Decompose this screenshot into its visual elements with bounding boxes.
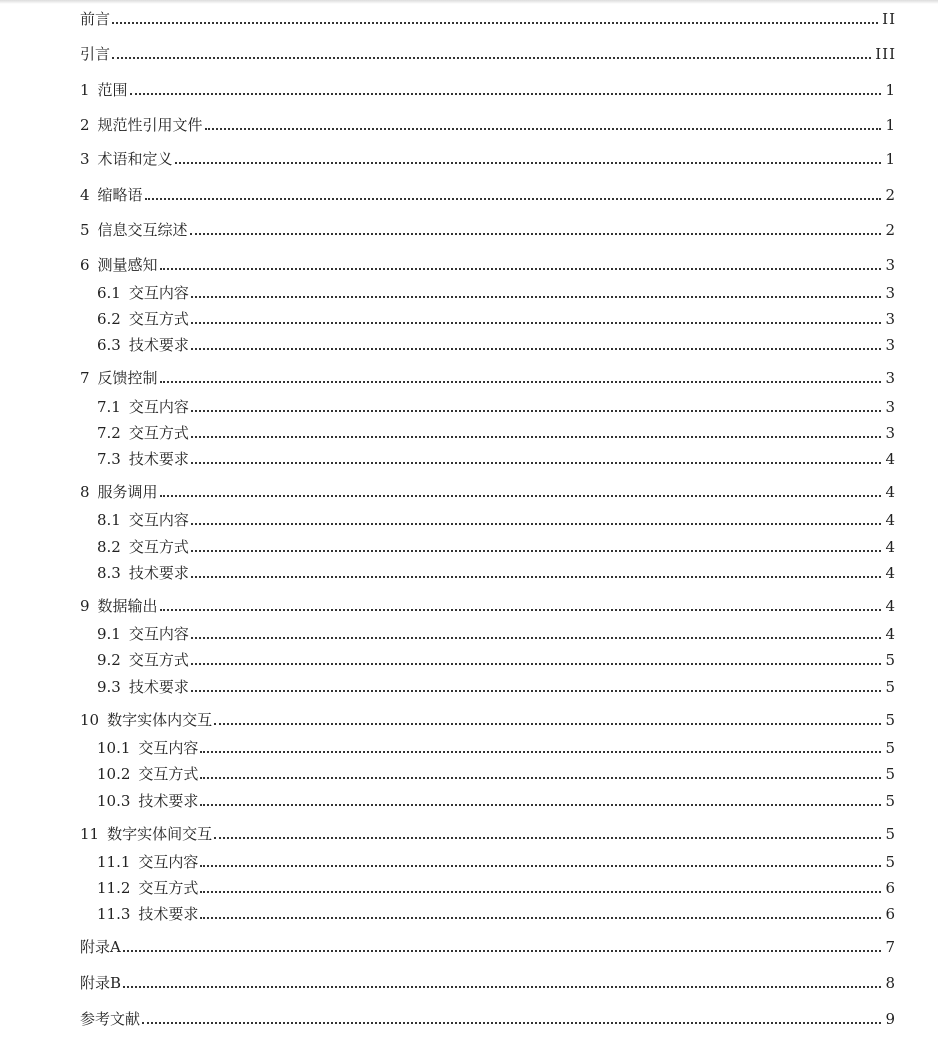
dot-leader	[191, 550, 882, 552]
toc-entry-title: 数字实体间交互	[107, 825, 213, 843]
toc-entry[interactable]	[80, 255, 896, 275]
toc-entry-page-number: III	[875, 45, 896, 63]
toc-entry-title: 测量感知	[97, 256, 158, 274]
toc-entry-number: 11.1	[97, 853, 131, 871]
toc-entry-number: 9	[80, 597, 90, 615]
toc-subentry[interactable]	[97, 510, 896, 530]
dot-leader	[112, 57, 871, 59]
toc-entry-page-number: 4	[885, 625, 896, 643]
dot-leader	[191, 523, 882, 525]
dot-leader	[214, 837, 881, 839]
dot-leader	[175, 162, 882, 164]
dot-leader	[200, 804, 881, 806]
toc-entry-page-number: 3	[885, 398, 896, 416]
toc-entry-page-number: 4	[885, 511, 896, 529]
toc-entry-number: 11.2	[97, 879, 131, 897]
toc-entry-page-number: 2	[885, 186, 896, 204]
toc-entry-title: 技术要求	[128, 336, 189, 354]
toc-entry-page-number: 5	[885, 739, 896, 757]
toc-entry-number: 8	[80, 483, 90, 501]
toc-entry-title: 技术要求	[138, 905, 199, 923]
toc-entry-page-number: 3	[885, 256, 896, 274]
toc-entry-page-number: 6	[885, 879, 896, 897]
toc-entry-page-number: 1	[885, 81, 896, 99]
toc-entry-page-number: 2	[885, 221, 896, 239]
toc-entry-page-number: 4	[885, 564, 896, 582]
dot-leader	[214, 723, 881, 725]
toc-entry-title: 交互内容	[138, 739, 199, 757]
dot-leader	[191, 296, 882, 298]
toc-entry-page-number: 1	[885, 116, 896, 134]
dot-leader	[191, 690, 882, 692]
toc-entry-title: 技术要求	[138, 792, 199, 810]
dot-leader	[200, 917, 881, 919]
dot-leader	[191, 576, 882, 578]
toc-entry-number: 7.3	[97, 450, 121, 468]
toc-subentry[interactable]	[97, 738, 896, 758]
toc-entry-page-number: 5	[885, 825, 896, 843]
toc-subentry[interactable]	[97, 283, 896, 303]
toc-entry-page-number: 5	[885, 765, 896, 783]
dot-leader	[191, 410, 882, 412]
toc-entry-title: 交互内容	[138, 853, 199, 871]
toc-entry-number: 10	[80, 711, 100, 729]
toc-subentry[interactable]	[97, 449, 896, 469]
toc-entry-page-number: 4	[885, 597, 896, 615]
toc-entry-number: 9.2	[97, 651, 121, 669]
toc-entry[interactable]	[80, 115, 896, 135]
toc-entry-number: 7.2	[97, 424, 121, 442]
dot-leader	[191, 436, 882, 438]
dot-leader	[200, 777, 881, 779]
toc-entry[interactable]	[80, 368, 896, 388]
dot-leader	[191, 462, 882, 464]
toc-entry[interactable]	[80, 710, 896, 730]
toc-entry-page-number: 3	[885, 310, 896, 328]
toc-entry-number: 8.1	[97, 511, 121, 529]
toc-entry-number: 5	[80, 221, 90, 239]
toc-entry-title: 交互方式	[128, 651, 189, 669]
toc-subentry[interactable]	[97, 650, 896, 670]
dot-leader	[191, 637, 882, 639]
dot-leader	[205, 128, 882, 130]
toc-entry[interactable]	[80, 1009, 896, 1029]
toc-entry-number: 10.2	[97, 765, 131, 783]
dot-leader	[142, 1022, 881, 1024]
toc-subentry[interactable]	[97, 904, 896, 924]
toc-entry[interactable]	[80, 824, 896, 844]
toc-entry[interactable]	[80, 596, 896, 616]
toc-entry-page-number: 5	[885, 853, 896, 871]
toc-entry-number: 3	[80, 150, 90, 168]
toc-entry-number: 1	[80, 81, 90, 99]
toc-entry[interactable]	[80, 220, 896, 240]
toc-entry-number: 6	[80, 256, 90, 274]
toc-entry-page-number: 9	[885, 1010, 896, 1028]
toc-entry[interactable]	[80, 9, 896, 29]
toc-entry-title: 术语和定义	[97, 150, 173, 168]
toc-entry-number: 6.3	[97, 336, 121, 354]
toc-entry[interactable]	[80, 44, 896, 64]
toc-entry-title: 交互内容	[128, 284, 189, 302]
toc-entry-number: 6.2	[97, 310, 121, 328]
dot-leader	[191, 322, 882, 324]
dot-leader	[200, 751, 881, 753]
toc-entry-title: 交互方式	[128, 310, 189, 328]
toc-entry-page-number: 7	[885, 938, 896, 956]
dot-leader	[191, 348, 882, 350]
toc-entry[interactable]	[80, 482, 896, 502]
toc-entry-title: 交互方式	[138, 879, 199, 897]
toc-entry-title: 技术要求	[128, 678, 189, 696]
dot-leader	[160, 609, 882, 611]
toc-entry-page-number: 4	[885, 450, 896, 468]
toc-entry-number: 9.1	[97, 625, 121, 643]
toc-subentry[interactable]	[97, 423, 896, 443]
dot-leader	[123, 950, 882, 952]
toc-subentry[interactable]	[97, 852, 896, 872]
toc-entry-title: 技术要求	[128, 450, 189, 468]
toc-entry-page-number: 5	[885, 678, 896, 696]
toc-subentry[interactable]	[97, 563, 896, 583]
toc-entry-title: 引言	[80, 45, 111, 63]
toc-entry-title: 交互方式	[138, 765, 199, 783]
toc-entry-title: 交互内容	[128, 625, 189, 643]
page-top-edge	[0, 0, 938, 4]
toc-subentry[interactable]	[97, 624, 896, 644]
toc-entry-number: 8.3	[97, 564, 121, 582]
toc-entry-page-number: 1	[885, 150, 896, 168]
toc-entry-page-number: II	[882, 10, 896, 28]
toc-entry-title: 前言	[80, 10, 111, 28]
toc-entry-title: 交互内容	[128, 511, 189, 529]
toc-entry-title: 规范性引用文件	[97, 116, 203, 134]
toc-entry-title: 附录B	[80, 974, 122, 992]
toc-entry-page-number: 3	[885, 284, 896, 302]
dot-leader	[191, 663, 882, 665]
dot-leader	[130, 93, 882, 95]
toc-entry-number: 4	[80, 186, 90, 204]
toc-entry-page-number: 3	[885, 424, 896, 442]
toc-entry-number: 11.3	[97, 905, 131, 923]
toc-entry-number: 6.1	[97, 284, 121, 302]
dot-leader	[112, 22, 878, 24]
dot-leader	[145, 198, 882, 200]
toc-entry-number: 7	[80, 369, 90, 387]
toc-entry-number: 7.1	[97, 398, 121, 416]
toc-entry-page-number: 3	[885, 369, 896, 387]
dot-leader	[123, 986, 881, 988]
toc-entry[interactable]	[80, 80, 896, 100]
toc-entry-page-number: 5	[885, 792, 896, 810]
toc-entry-page-number: 8	[885, 974, 896, 992]
toc-entry[interactable]	[80, 149, 896, 169]
toc-entry-title: 参考文献	[80, 1010, 141, 1028]
toc-entry-title: 缩略语	[97, 186, 143, 204]
toc-entry-number: 10.3	[97, 792, 131, 810]
toc-entry-title: 交互方式	[128, 538, 189, 556]
toc-entry-title: 范围	[97, 81, 128, 99]
dot-leader	[160, 381, 882, 383]
toc-entry-title: 附录A	[80, 938, 121, 956]
toc-entry-title: 数字实体内交互	[107, 711, 213, 729]
toc-entry-page-number: 3	[885, 336, 896, 354]
toc-entry[interactable]	[80, 937, 896, 957]
toc-subentry[interactable]	[97, 878, 896, 898]
toc-subentry[interactable]	[97, 537, 896, 557]
toc-entry-title: 数据输出	[97, 597, 158, 615]
toc-subentry[interactable]	[97, 335, 896, 355]
toc-subentry[interactable]	[97, 309, 896, 329]
toc-subentry[interactable]	[97, 397, 896, 417]
toc-entry-title: 信息交互综述	[97, 221, 188, 239]
toc-entry-number: 2	[80, 116, 90, 134]
toc-entry-number: 9.3	[97, 678, 121, 696]
toc-entry-title: 服务调用	[97, 483, 158, 501]
toc-entry[interactable]	[80, 185, 896, 205]
toc-entry-title: 交互内容	[128, 398, 189, 416]
toc-entry-page-number: 6	[885, 905, 896, 923]
dot-leader	[160, 268, 882, 270]
dot-leader	[160, 495, 882, 497]
toc-entry-title: 交互方式	[128, 424, 189, 442]
toc-entry-number: 8.2	[97, 538, 121, 556]
toc-subentry[interactable]	[97, 764, 896, 784]
toc-entry-page-number: 4	[885, 483, 896, 501]
dot-leader	[200, 865, 881, 867]
toc-entry-page-number: 4	[885, 538, 896, 556]
toc-entry-number: 11	[80, 825, 100, 843]
toc-entry-title: 反馈控制	[97, 369, 158, 387]
dot-leader	[200, 891, 881, 893]
dot-leader	[190, 233, 882, 235]
toc-subentry[interactable]	[97, 791, 896, 811]
toc-entry[interactable]	[80, 973, 896, 993]
toc-entry-page-number: 5	[885, 711, 896, 729]
toc-entry-page-number: 5	[885, 651, 896, 669]
toc-entry-number: 10.1	[97, 739, 131, 757]
toc-entry-title: 技术要求	[128, 564, 189, 582]
toc-subentry[interactable]	[97, 677, 896, 697]
